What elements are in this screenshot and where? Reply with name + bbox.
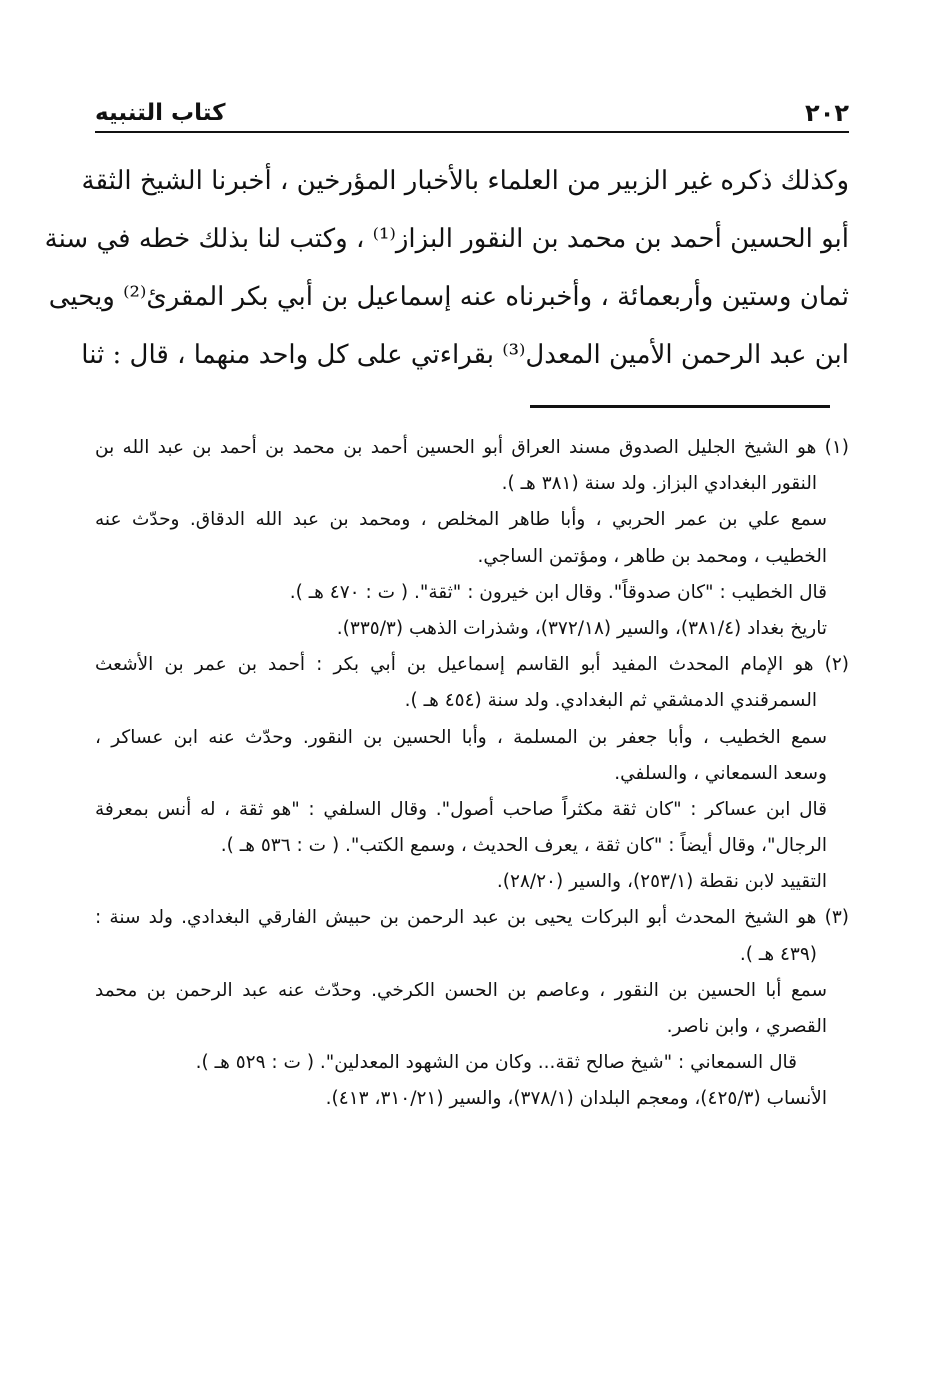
main-text-line: ابن عبد الرحمن الأمين المعدل⁽³⁾ بقراءتي على كل واحد منهما ، قال : ثنا bbox=[81, 340, 849, 370]
footnote-line: النقور البغدادي البزاز. ولد سنة (٣٨١ هـ ). bbox=[501, 473, 817, 495]
main-text-line: أبو الحسين أحمد بن محمد بن النقور البزاز⁽¹⁾ ، وكتب لنا بذلك خطه في سنة bbox=[44, 224, 849, 254]
footnote-line: قال الخطيب : "كان صدوقاً". وقال ابن خيرون : "ثقة". ( ت : ٤٧٠ هـ ). bbox=[289, 581, 827, 603]
footnote-line: قال ابن عساكر : "كان ثقة مكثراً صاحب أصول". وقال السلفي : "هو ثقة ، له أنس بمعرفة bbox=[95, 798, 827, 820]
footnotes bbox=[95, 430, 849, 1118]
footnote-line: سمع علي بن عمر الحربي ، وأبا طاهر المخلص ، ومحمد بن عبد الله الدقاق. وحدّث عنه bbox=[95, 509, 827, 531]
running-title: كتاب التنبيه bbox=[95, 100, 226, 126]
footnote-line: التقييد لابن نقطة (٢٥٣/١)، والسير (٢٨/٢٠). bbox=[496, 871, 827, 893]
footnote-line: (١) هو الشيخ الجليل الصدوق مسند العراق أبو الحسين أحمد بن محمد بن أحمد بن عبد الله بن bbox=[95, 437, 849, 458]
footnote-line: سمع الخطيب ، وأبا جعفر بن المسلمة ، وأبا الحسين بن النقور. وحدّث عنه ابن عساكر ، bbox=[95, 726, 827, 748]
footnote-line: القصري ، وابن ناصر. bbox=[666, 1016, 827, 1037]
footnote-line: سمع أبا الحسين بن النقور ، وعاصم بن الحسن الكرخي. وحدّث عنه عبد الرحمن بن محمد bbox=[95, 979, 827, 1001]
header-rule bbox=[95, 131, 849, 133]
footnote-line: الخطيب ، ومحمد بن طاهر ، ومؤتمن الساجي. bbox=[477, 545, 827, 567]
main-text-line: ثمان وستين وأربعمائة ، وأخبرناه عنه إسماعيل بن أبي بكر المقرئ⁽²⁾ ويحيى bbox=[48, 282, 849, 312]
page-header bbox=[95, 92, 849, 128]
footnote-line: قال السمعاني : "شيخ صالح ثقة... وكان من الشهود المعدلين". ( ت : ٥٢٩ هـ ). bbox=[195, 1052, 797, 1074]
footnote-line: تاريخ بغداد (٣٨١/٤)، والسير (٣٧٢/١٨)، وشذرات الذهب (٣٣٥/٣). bbox=[336, 617, 827, 639]
footnote-line: الأنساب (٤٢٥/٣)، ومعجم البلدان (٣٧٨/١)، والسير (٣١٠/٢١، ٤١٣). bbox=[325, 1088, 827, 1110]
footnote-line: الرجال"، وقال أيضاً : "كان ثقة ، يعرف الحديث ، وسمع الكتب". ( ت : ٥٣٦ هـ ). bbox=[220, 835, 827, 857]
main-text bbox=[44, 152, 849, 384]
footnote-separator bbox=[530, 405, 830, 408]
main-text-line: وكذلك ذكره غير الزبير من العلماء بالأخبار المؤرخين ، أخبرنا الشيخ الثقة bbox=[81, 166, 849, 196]
footnote-line: (٢) هو الإمام المحدث المفيد أبو القاسم إسماعيل بن أبي بكر : أحمد بن عمر بن الأشعث bbox=[95, 654, 849, 676]
footnote-line: وسعد السمعاني ، والسلفي. bbox=[614, 762, 827, 784]
page-number: ٢٠٢ bbox=[805, 99, 849, 127]
footnote-line: (٤٣٩ هـ ). bbox=[739, 943, 817, 965]
footnote-line: السمرقندي الدمشقي ثم البغدادي. ولد سنة (٤٥٤ هـ ). bbox=[404, 690, 817, 712]
footnote-line: (٣) هو الشيخ المحدث أبو البركات يحيى بن عبد الرحمن بن حبيش الفارقي البغدادي. ولد سنة : bbox=[95, 907, 849, 929]
